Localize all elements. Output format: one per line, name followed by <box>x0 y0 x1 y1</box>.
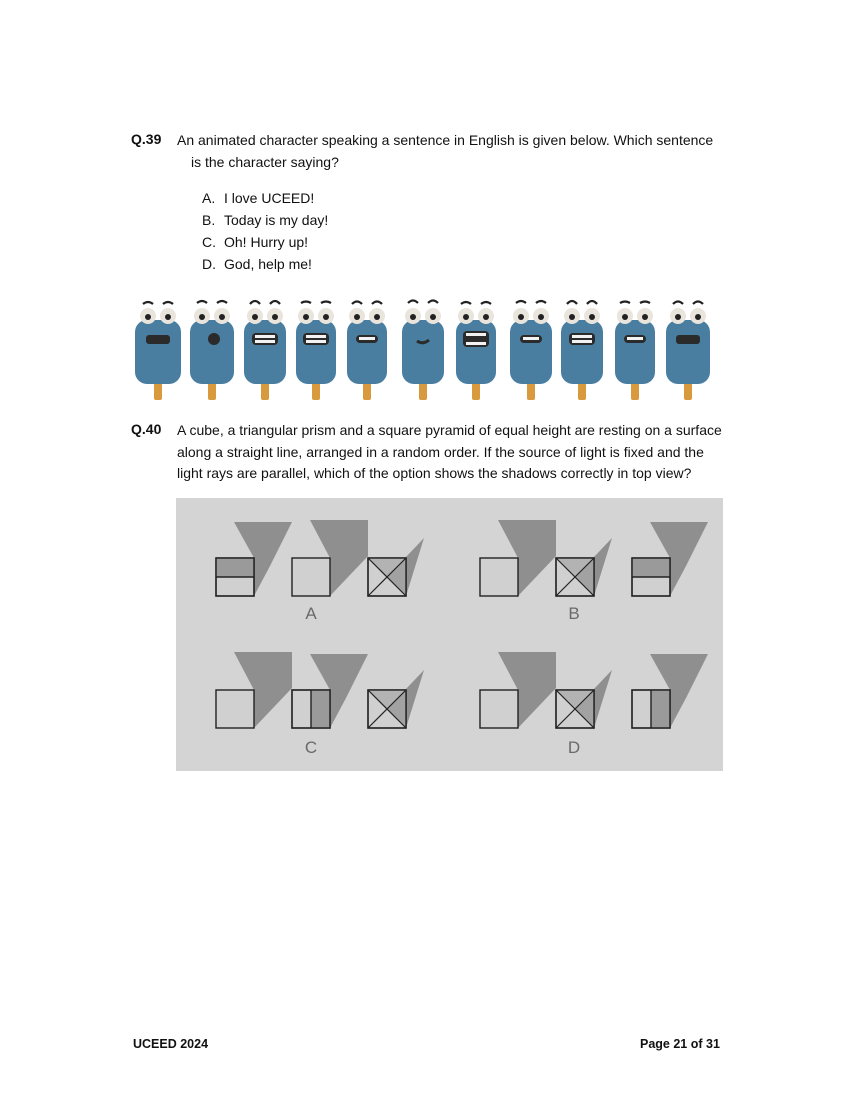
eyebrow <box>673 302 683 305</box>
prism-top-view <box>216 522 292 596</box>
popsicle-body <box>456 320 496 384</box>
eyebrow <box>516 301 526 303</box>
eyebrow <box>640 302 650 304</box>
option-label-c: C <box>304 738 318 757</box>
option-a-letter: A. <box>202 190 216 206</box>
eyebrow <box>321 302 331 304</box>
eyebrow <box>143 302 153 304</box>
popsicle-character-1 <box>135 302 181 400</box>
right-pupil <box>483 314 489 320</box>
eyebrow <box>270 301 280 304</box>
prism-top-view <box>632 654 708 728</box>
eyebrow <box>620 302 630 304</box>
page-prefix: Page <box>640 1037 674 1051</box>
lower-teeth <box>466 342 486 345</box>
popsicle-body <box>347 320 387 384</box>
pyramid-top-view <box>368 538 424 596</box>
eyebrow <box>372 302 382 305</box>
mouth <box>569 333 595 345</box>
popsicle-body <box>615 320 655 384</box>
option-d-text: God, help me! <box>224 256 312 272</box>
cube-outline <box>480 558 518 596</box>
cube-top-view <box>480 520 556 596</box>
mouth <box>303 333 329 345</box>
right-pupil <box>272 314 278 320</box>
option-c-letter: C. <box>202 234 216 250</box>
shadow-option-a <box>216 520 424 623</box>
option-c <box>202 231 328 253</box>
upper-teeth <box>627 337 643 340</box>
upper-teeth <box>255 335 275 338</box>
page-current: 21 <box>673 1037 688 1051</box>
eyebrow <box>301 302 311 304</box>
left-pupil <box>199 314 205 320</box>
shadow-options-figure <box>176 498 723 771</box>
upper-teeth <box>359 337 375 340</box>
right-pupil <box>589 314 595 320</box>
option-d <box>202 253 328 275</box>
left-pupil <box>569 314 575 320</box>
shadow-option-d <box>480 652 708 757</box>
popsicle-body <box>510 320 552 384</box>
right-pupil <box>430 314 436 320</box>
option-c-text: Oh! Hurry up! <box>224 234 309 250</box>
popsicle-character-11 <box>666 302 710 401</box>
eyebrow <box>587 301 597 304</box>
left-pupil <box>622 314 628 320</box>
popsicle-character-sequence <box>130 292 720 402</box>
cube-outline <box>292 558 330 596</box>
cube-outline <box>216 690 254 728</box>
popsicle-body <box>402 320 444 384</box>
page-total: 31 <box>706 1037 720 1051</box>
popsicle-body <box>244 320 286 384</box>
upper-teeth <box>523 337 539 340</box>
option-label-a: A <box>305 604 317 623</box>
eyebrow <box>536 301 546 303</box>
mouth <box>146 335 170 344</box>
upper-teeth <box>306 335 326 338</box>
question-40-line-1: A cube, a triangular prism and a square pyramid of equal height are resting on a surface <box>177 422 722 438</box>
popsicle-character-7 <box>456 302 496 400</box>
right-pupil <box>323 314 329 320</box>
question-39-text <box>177 130 713 173</box>
option-d-letter: D. <box>202 256 216 272</box>
option-b-text: Today is my day! <box>224 212 329 228</box>
popsicle-character-10 <box>615 302 655 401</box>
pyramid-top-view <box>556 670 612 728</box>
question-40-line-2: along a straight line, arranged in a random order. If the source of light is fixed and the <box>177 443 704 460</box>
prism-top-view <box>632 522 708 596</box>
lower-teeth <box>572 340 592 343</box>
option-a <box>202 187 328 209</box>
popsicle-character-6 <box>402 301 444 401</box>
left-pupil <box>518 314 524 320</box>
cube-top-view <box>216 652 292 728</box>
shadow-option-c <box>216 652 424 757</box>
eyebrow <box>250 301 260 304</box>
popsicle-character-2 <box>190 301 234 400</box>
pyramid-top-view <box>368 670 424 728</box>
eyebrow <box>481 302 491 304</box>
left-pupil <box>252 314 258 320</box>
eyebrow <box>428 301 438 304</box>
shadow-option-b <box>480 520 708 623</box>
question-39-line-2: is the character saying? <box>191 153 339 170</box>
popsicle-character-5 <box>347 302 387 401</box>
popsicle-character-8 <box>510 301 552 400</box>
left-pupil <box>145 314 151 320</box>
option-b-letter: B. <box>202 212 216 228</box>
eyebrow <box>461 302 471 304</box>
option-a-text: I love UCEED! <box>224 190 315 206</box>
right-pupil <box>538 314 544 320</box>
right-pupil <box>374 314 380 320</box>
prism-top-view <box>292 654 368 728</box>
left-pupil <box>463 314 469 320</box>
popsicle-body <box>190 320 234 384</box>
question-number-40: Q.40 <box>131 421 162 437</box>
popsicle-character-4 <box>296 302 336 401</box>
left-pupil <box>675 314 681 320</box>
eyebrow <box>217 301 227 303</box>
prism-shaded-face <box>651 691 669 727</box>
left-pupil <box>354 314 360 320</box>
mouth <box>208 333 220 345</box>
popsicle-body <box>666 320 710 384</box>
question-40-line-3: light rays are parallel, which of the option shows the shadows correctly in top view? <box>177 465 692 481</box>
option-label-b: B <box>568 604 580 623</box>
question-number-39: Q.39 <box>131 131 162 147</box>
cube-outline <box>480 690 518 728</box>
page-of: of <box>687 1037 707 1051</box>
cube-top-view <box>292 520 368 596</box>
eyebrow <box>567 301 577 304</box>
question-39-options <box>202 187 328 275</box>
option-b <box>202 209 328 231</box>
right-pupil <box>695 314 701 320</box>
eyebrow <box>693 302 703 305</box>
footer-page-number <box>640 1037 720 1051</box>
right-pupil <box>165 314 171 320</box>
cube-top-view <box>480 652 556 728</box>
option-label-d: D <box>567 738 581 757</box>
mouth <box>252 333 278 345</box>
mouth <box>676 335 700 344</box>
right-pupil <box>642 314 648 320</box>
eyebrow <box>197 301 207 303</box>
pyramid-top-view <box>556 538 612 596</box>
question-39-line-1: An animated character speaking a sentence in English is given below. Which sentence <box>177 132 714 148</box>
popsicle-character-9 <box>561 301 603 400</box>
upper-teeth <box>572 335 592 338</box>
left-pupil <box>410 314 416 320</box>
question-40-text <box>177 420 722 485</box>
popsicle-body <box>135 320 181 384</box>
upper-teeth <box>466 333 486 336</box>
eyebrow <box>408 301 418 304</box>
left-pupil <box>303 314 309 320</box>
popsicle-body <box>561 320 603 384</box>
popsicle-character-3 <box>244 301 286 400</box>
prism-shaded-face <box>633 559 669 577</box>
footer-exam-name: UCEED 2024 <box>133 1037 209 1051</box>
popsicle-body <box>296 320 336 384</box>
prism-shaded-face <box>311 691 329 727</box>
eyebrow <box>163 302 173 304</box>
lower-teeth <box>306 340 326 343</box>
right-pupil <box>219 314 225 320</box>
eyebrow <box>352 302 362 305</box>
prism-shaded-face <box>217 559 253 577</box>
lower-teeth <box>255 340 275 343</box>
